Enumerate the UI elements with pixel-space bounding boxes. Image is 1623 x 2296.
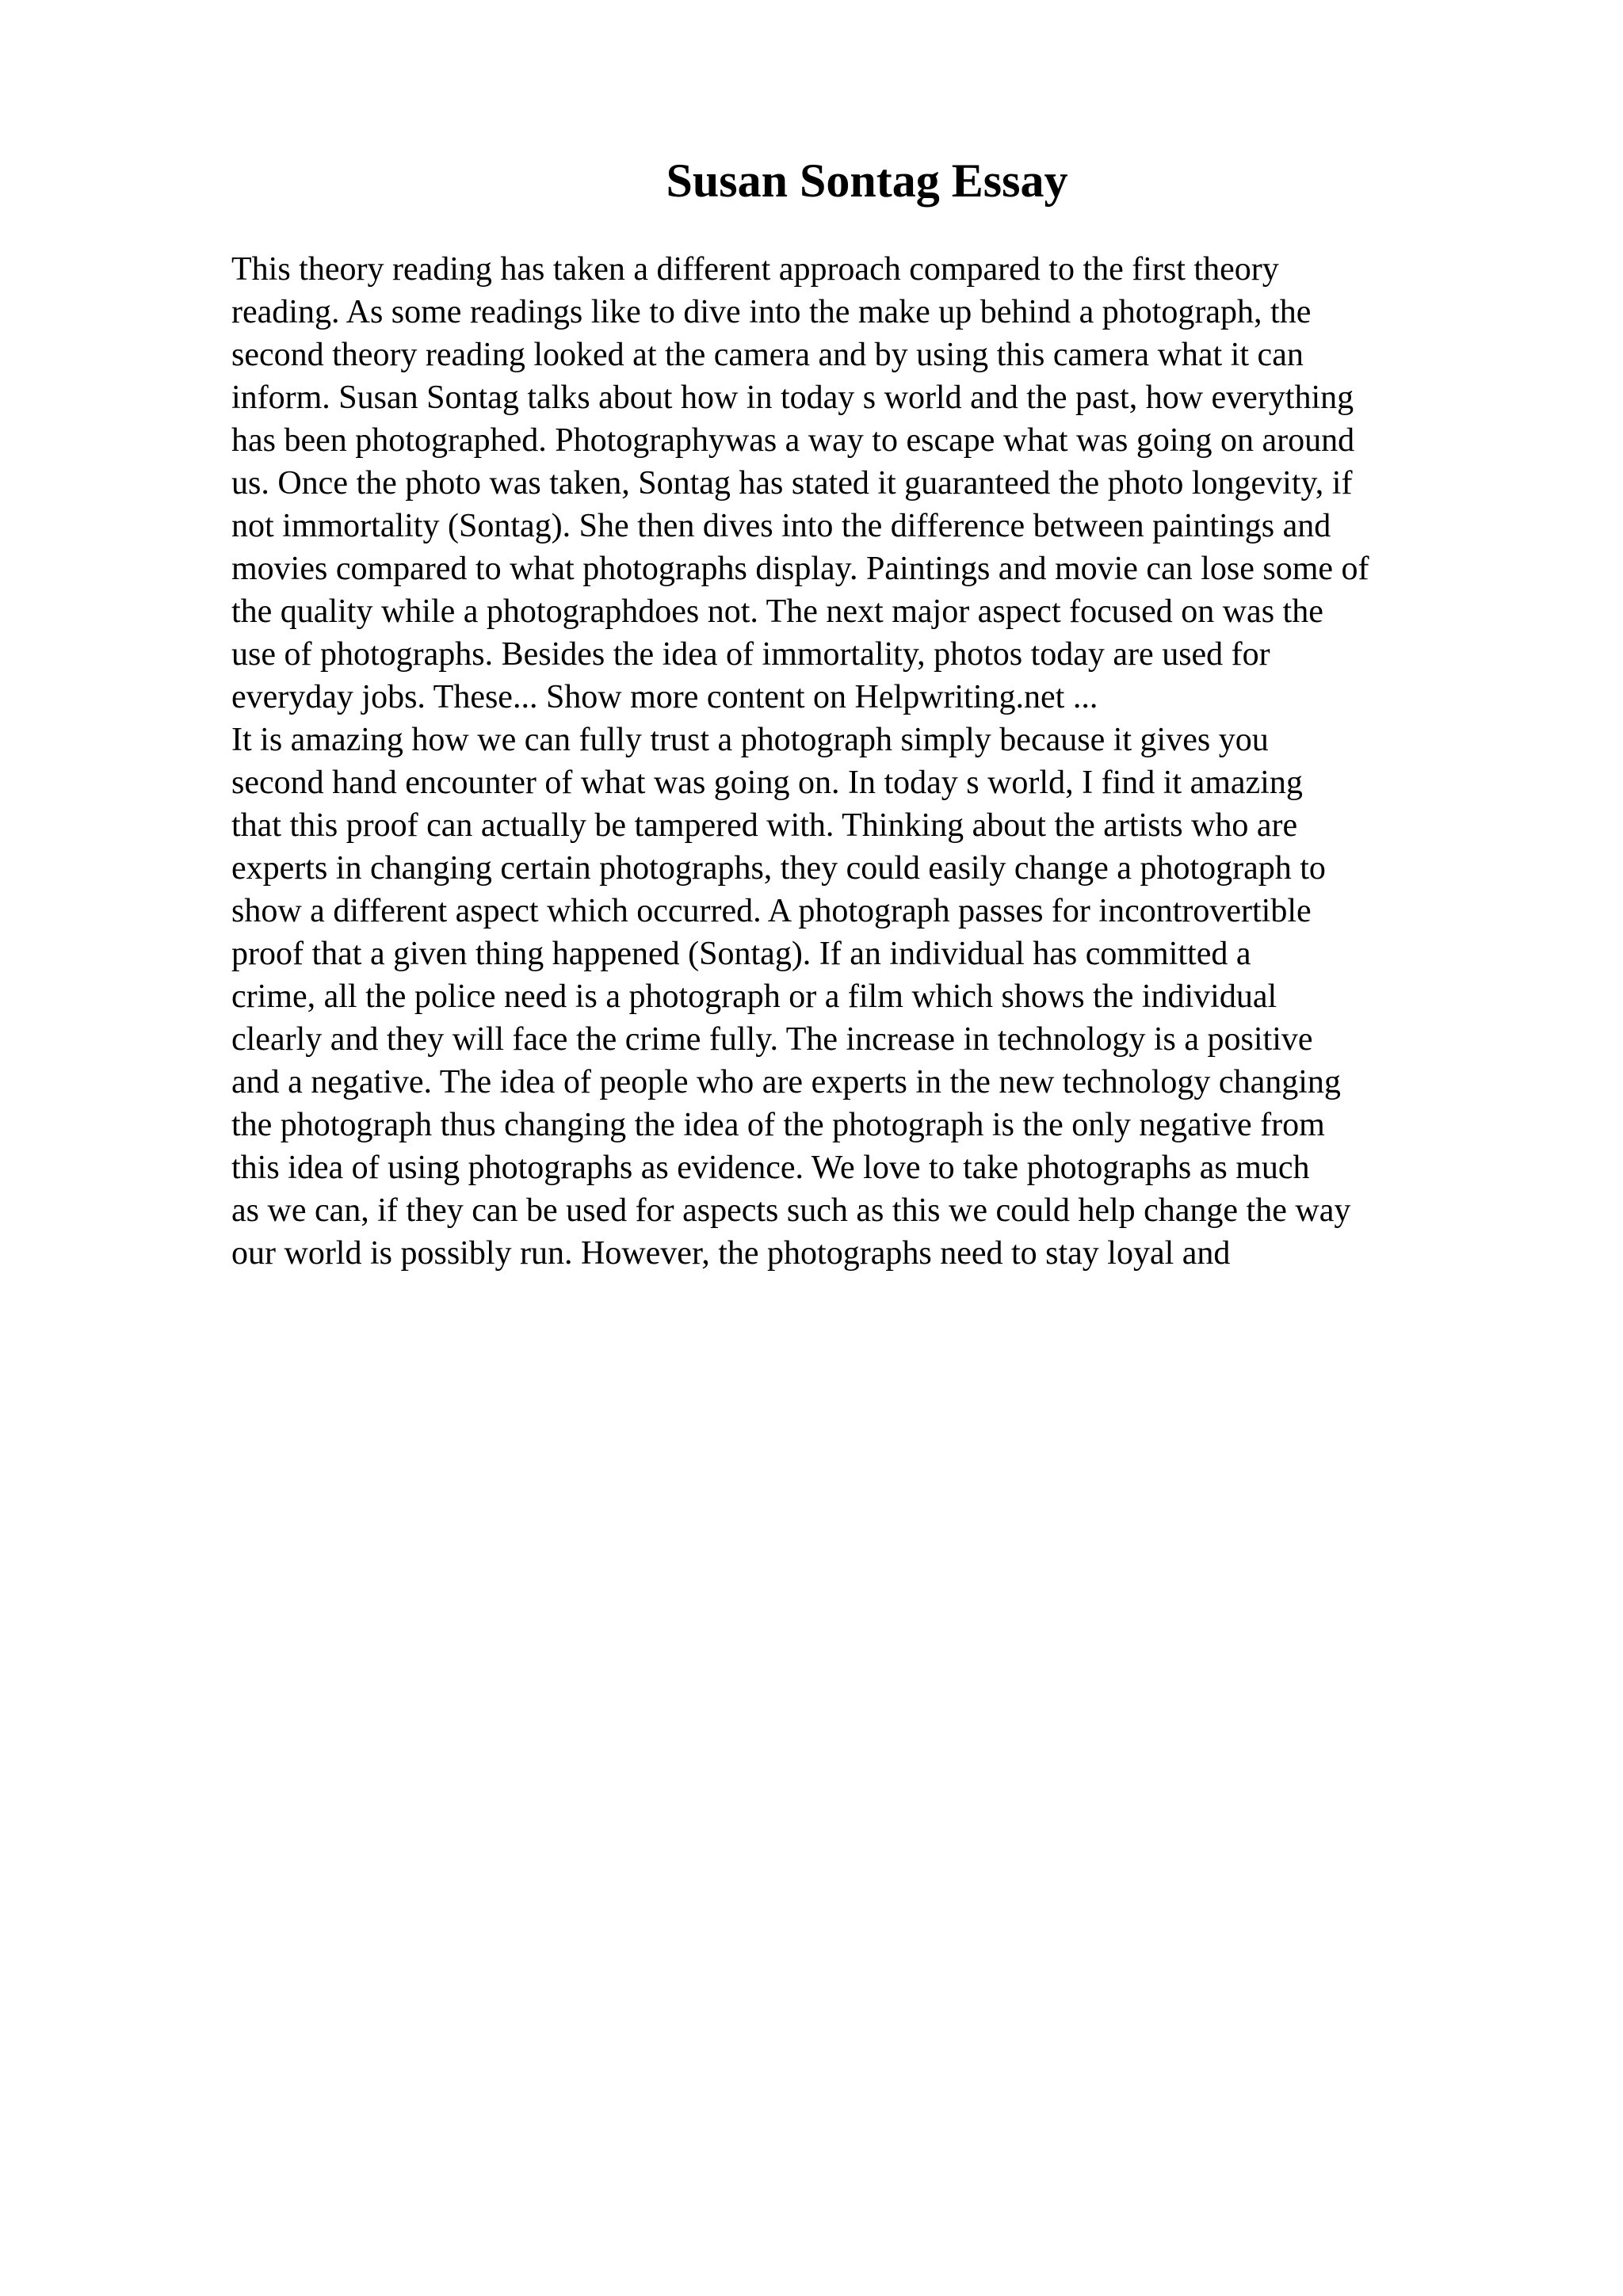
essay-line: second hand encounter of what was going on. In today s world, I find it amazing: [231, 765, 1303, 801]
essay-line: This theory reading has taken a different approach compared to the first theory: [231, 251, 1279, 288]
essay-line: not immortality (Sontag). She then dives into the difference between paintings and: [231, 508, 1331, 544]
essay-line: as we can, if they can be used for aspects such as this we could help change the way: [231, 1192, 1351, 1229]
essay-line: the photograph thus changing the idea of the photograph is the only negative from: [231, 1107, 1325, 1143]
essay-line: second theory reading looked at the camera and by using this camera what it can: [231, 337, 1304, 373]
essay-line: and a negative. The idea of people who are experts in the new technology changing: [231, 1064, 1341, 1100]
essay-body: [231, 248, 1594, 1275]
essay-line: inform. Susan Sontag talks about how in today s world and the past, how everything: [231, 379, 1354, 416]
essay-line: everyday jobs. These... Show more content on Helpwriting.net ...: [231, 679, 1098, 715]
essay-line: reading. As some readings like to dive into the make up behind a photograph, the: [231, 294, 1312, 330]
essay-line: experts in changing certain photographs, they could easily change a photograph to: [231, 850, 1326, 887]
essay-line: the quality while a photographdoes not. The next major aspect focused on was the: [231, 593, 1323, 630]
essay-line: use of photographs. Besides the idea of immortality, photos today are used for: [231, 636, 1270, 673]
essay-line: our world is possibly run. However, the photographs need to stay loyal and: [231, 1235, 1231, 1272]
essay-line: proof that a given thing happened (Sontag). If an individual has committed a: [231, 936, 1251, 972]
essay-line: that this proof can actually be tampered with. Thinking about the artists who are: [231, 807, 1298, 844]
essay-line: clearly and they will face the crime fully. The increase in technology is a positive: [231, 1021, 1313, 1058]
essay-line: us. Once the photo was taken, Sontag has stated it guaranteed the photo longevity, if: [231, 465, 1353, 502]
document-title: Susan Sontag Essay: [666, 154, 1068, 207]
essay-line: It is amazing how we can fully trust a photograph simply because it gives you: [231, 722, 1269, 758]
essay-line: show a different aspect which occurred. A photograph passes for incontrovertible: [231, 893, 1312, 929]
essay-line: this idea of using photographs as evidence. We love to take photographs as much: [231, 1150, 1310, 1186]
essay-line: movies compared to what photographs display. Paintings and movie can lose some of: [231, 551, 1369, 587]
essay-line: crime, all the police need is a photograph or a film which shows the individual: [231, 978, 1277, 1015]
essay-line: has been photographed. Photographywas a way to escape what was going on around: [231, 422, 1355, 459]
